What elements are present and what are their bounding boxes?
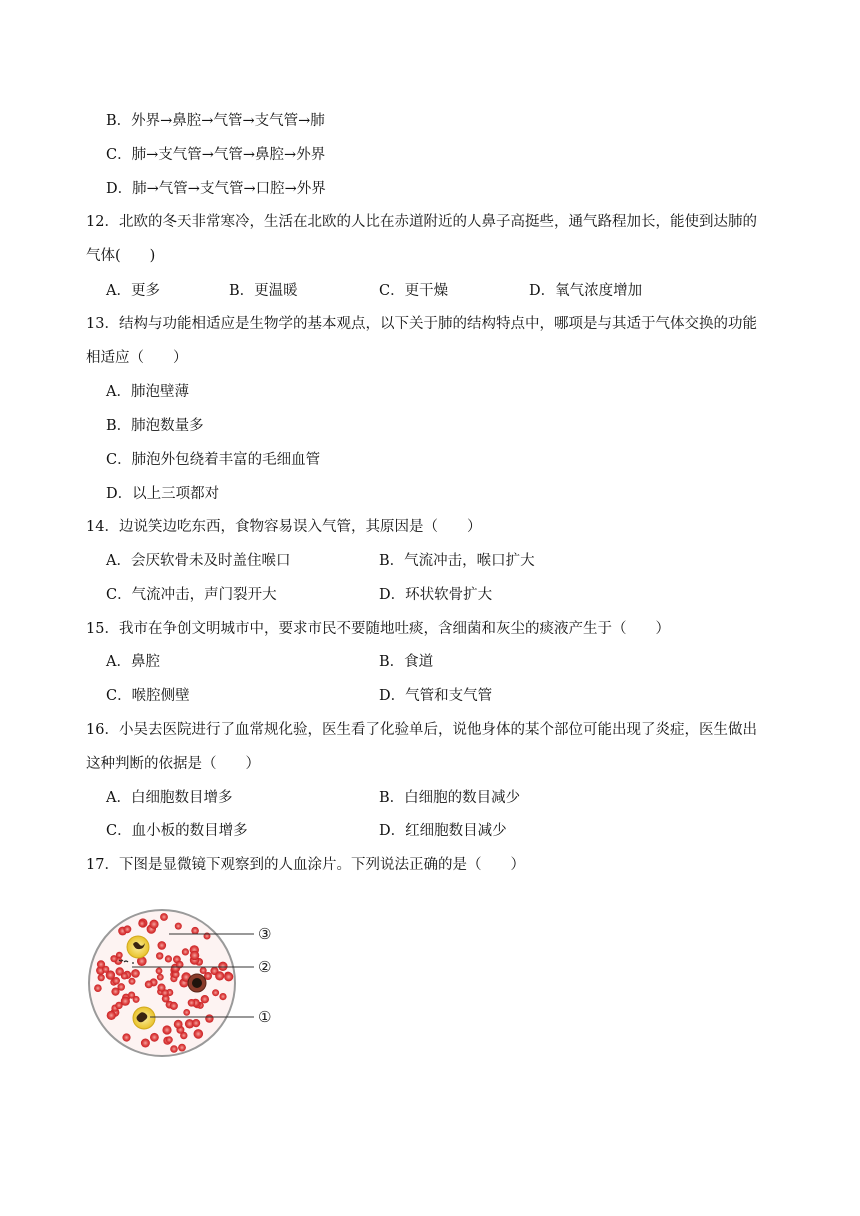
red-blood-cell xyxy=(157,984,165,992)
q12-stem-line1: 12．北欧的冬天非常寒冷，生活在北欧的人比在赤道附近的人鼻子高挺些，通气路程加长，能使到达肺的 xyxy=(86,214,757,230)
q12-option-b: B．更温暖 xyxy=(229,283,298,299)
red-blood-cell xyxy=(194,1029,204,1039)
q16-option-b: B．白细胞的数目减少 xyxy=(379,790,521,806)
q11-option-b: B．外界→鼻腔→气管→支气管→肺 xyxy=(106,113,325,129)
q12-option-a: A．更多 xyxy=(106,283,160,299)
q16-option-a: A．白细胞数目增多 xyxy=(106,790,233,806)
q13-option-d: D．以上三项都对 xyxy=(106,486,220,502)
red-blood-cell xyxy=(117,983,125,991)
red-blood-cell xyxy=(94,984,102,992)
red-blood-cell xyxy=(150,1033,159,1042)
q16-stem-line1: 16．小吴去医院进行了血常规化验，医生看了化验单后，说他身体的某个部位可能出现了炎症，医生做出 xyxy=(86,722,757,738)
red-blood-cell xyxy=(224,972,233,981)
red-blood-cell xyxy=(175,923,182,930)
q13-option-c: C．肺泡外包绕着丰富的毛细血管 xyxy=(106,452,321,468)
red-blood-cell xyxy=(133,996,140,1003)
red-blood-cell xyxy=(131,969,140,978)
red-blood-cell xyxy=(160,913,168,921)
white-blood-cell-center xyxy=(188,974,206,992)
red-blood-cell xyxy=(149,920,158,929)
red-blood-cell xyxy=(212,989,219,996)
q12-stem-line2: 气体( ) xyxy=(86,248,156,264)
red-blood-cell xyxy=(205,1014,213,1022)
blood-smear-figure xyxy=(86,904,286,1064)
q17-stem-line1: 17．下图是显微镜下观察到的人血涂片。下列说法正确的是（ ） xyxy=(86,857,525,873)
red-blood-cell xyxy=(110,955,117,962)
red-blood-cell xyxy=(170,1002,178,1010)
q12-option-d: D．氧气浓度增加 xyxy=(529,283,643,299)
q15-option-b: B．食道 xyxy=(379,654,434,670)
red-blood-cell xyxy=(162,1025,171,1034)
white-blood-cell-upper xyxy=(127,936,149,958)
q12-option-c: C．更干燥 xyxy=(379,283,449,299)
q15-stem-line1: 15．我市在争创文明城市中，要求市民不要随地吐痰，含细菌和灰尘的痰液产生于（ ） xyxy=(86,621,670,637)
red-blood-cell xyxy=(112,977,120,985)
red-blood-cell xyxy=(218,962,227,971)
red-blood-cell xyxy=(157,974,164,981)
red-blood-cell xyxy=(170,1045,178,1053)
red-blood-cell xyxy=(191,927,199,935)
red-blood-cell xyxy=(145,981,153,989)
red-blood-cell xyxy=(129,978,136,985)
q13-stem-line2: 相适应（ ） xyxy=(86,350,188,366)
q14-option-a: A．会厌软骨未及时盖住喉口 xyxy=(106,553,291,569)
red-blood-cell xyxy=(122,1033,130,1041)
q15-option-d: D．气管和支气管 xyxy=(379,688,493,704)
red-blood-cell xyxy=(174,1020,183,1029)
red-blood-cell xyxy=(141,1039,150,1048)
white-blood-cell-lower xyxy=(133,1007,155,1029)
label-2: ② xyxy=(258,958,272,976)
red-blood-cell xyxy=(188,999,196,1007)
q11-option-d: D．肺→气管→支气管→口腔→外界 xyxy=(106,181,326,197)
red-blood-cell xyxy=(165,955,172,962)
q14-stem-line1: 14．边说笑边吃东西，食物容易误入气管，其原因是（ ） xyxy=(86,519,482,535)
red-blood-cell xyxy=(178,1044,186,1052)
q14-option-d: D．环状软骨扩大 xyxy=(379,587,493,603)
q15-option-c: C．喉腔侧壁 xyxy=(106,688,190,704)
q16-stem-line2: 这种判断的依据是（ ） xyxy=(86,756,260,772)
red-blood-cell xyxy=(158,941,167,950)
figure-labels xyxy=(258,925,271,1026)
q11-option-c: C．肺→支气管→气管→鼻腔→外界 xyxy=(106,147,326,163)
q16-option-d: D．红细胞数目减少 xyxy=(379,823,507,839)
red-blood-cell xyxy=(121,973,128,980)
red-blood-cell xyxy=(156,952,163,959)
red-blood-cell xyxy=(124,925,132,933)
q14-option-c: C．气流冲击，声门裂开大 xyxy=(106,587,277,603)
q13-option-b: B．肺泡数量多 xyxy=(106,418,204,434)
q16-option-c: C．血小板的数目增多 xyxy=(106,823,248,839)
red-blood-cell xyxy=(200,967,207,974)
red-blood-cell xyxy=(219,993,226,1000)
label-1: ① xyxy=(258,1008,272,1026)
q13-option-a: A．肺泡壁薄 xyxy=(106,384,189,400)
red-blood-cell xyxy=(201,995,209,1003)
q14-option-b: B．气流冲击，喉口扩大 xyxy=(379,553,535,569)
red-blood-cell xyxy=(107,1011,116,1020)
q13-stem-line1: 13．结构与功能相适应是生物学的基本观点，以下关于肺的结构特点中，哪项是与其适于气体交换的功能 xyxy=(86,316,757,332)
red-blood-cell xyxy=(166,1036,173,1043)
red-blood-cell xyxy=(138,920,145,927)
red-blood-cell xyxy=(190,951,199,960)
red-blood-cell xyxy=(156,968,163,975)
label-3: ③ xyxy=(258,925,272,943)
red-blood-cell xyxy=(192,1019,200,1027)
red-blood-cell xyxy=(215,971,224,980)
q15-option-a: A．鼻腔 xyxy=(106,654,160,670)
red-blood-cell xyxy=(121,997,130,1006)
red-blood-cell xyxy=(98,974,105,981)
red-blood-cell xyxy=(97,960,105,968)
red-blood-cell xyxy=(182,948,189,955)
red-blood-cell xyxy=(183,1009,190,1016)
